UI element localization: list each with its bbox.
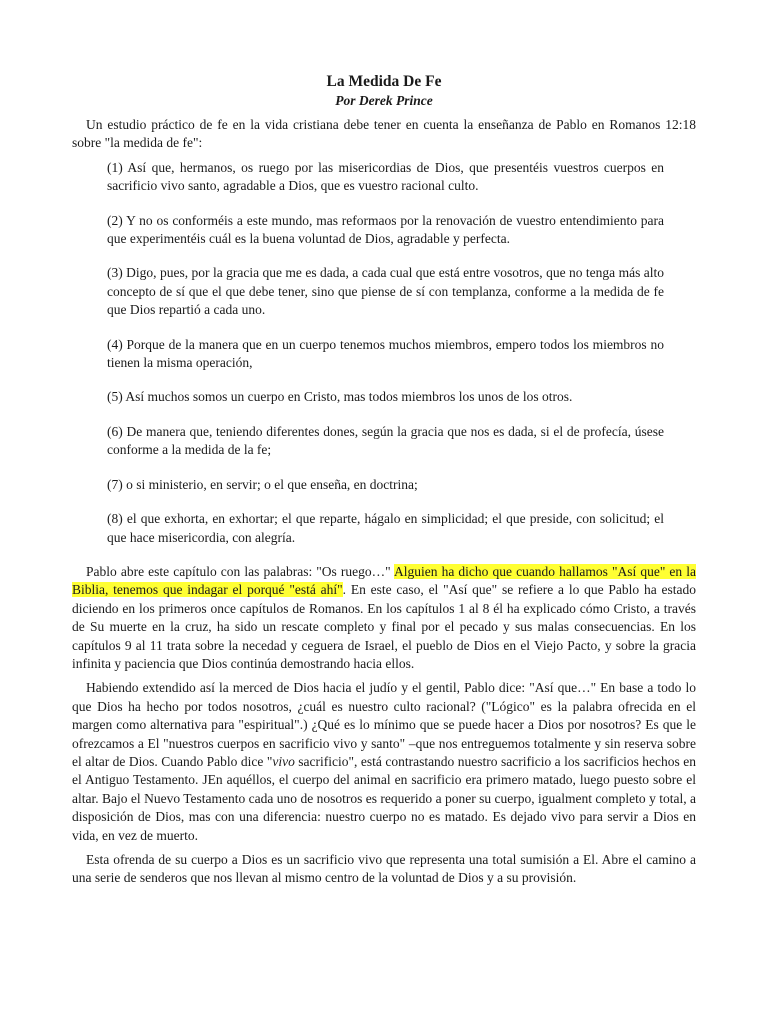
body-paragraph-habiendo-extendido [72, 679, 696, 845]
verse-list [72, 159, 696, 547]
italic-text: vivo [272, 753, 295, 769]
verse-item: (8) el que exhorta, en exhortar; el que reparte, hágalo en simplicidad; el que preside, con solicitud; el que hace misericordia, con alegría. [107, 511, 664, 545]
verse-item: (2) Y no os conforméis a este mundo, mas reformaos por la renovación de vuestro entendimiento para que experimentéis cuál es la buena voluntad de Dios, agradable y perfecta. [107, 212, 664, 247]
body-paragraph-pablo-abre [72, 563, 696, 673]
paragraph-text: Pablo abre este capítulo con las palabras: "Os ruego…" [86, 563, 394, 579]
document-title: La Medida De Fe [326, 73, 442, 90]
highlighted-text: Alguien ha dicho que cuando hallamos "Así que" en la Biblia, tenemos que indagar el porqué "está ahí" [72, 563, 696, 598]
document-author: Por Derek Prince [335, 93, 433, 108]
body-paragraph-esta-ofrenda: Esta ofrenda de su cuerpo a Dios es un sacrificio vivo que representa una total sumisión a El. Abre el camino a una serie de senderos que nos llevan al mismo centro de la voluntad de Dios y a su provisión. [72, 852, 696, 886]
paragraph-text: . En este caso, el "Así que" se refiere a lo que Pablo ha estado diciendo en los primeros once capítulos de Romanos. En los capítulos 1 al 8 él ha explicado cómo Cristo, a través de Su muerte en la cruz, ha sido un rescate completo y final por el pecado y sus malas consecuencias. En los capítulos 9 al 11 trata sobre la necedad y ceguera de Israel, el pueblo de Dios en el Viejo Pacto, y sobre la gracia infinita y paciencia que Dios continúa demostrando hacia ellos. [72, 582, 696, 671]
verse-item: (3) Digo, pues, por la gracia que me es dada, a cada cual que está entre vosotros, que no tenga más alto concepto de sí que el que debe tener, sino que piense de sí con templanza, conforme a la medida de fe que Dios repartió a cada uno. [107, 265, 664, 318]
verse-item: (6) De manera que, teniendo diferentes dones, según la gracia que nos es dada, si el de profecía, úsese conforme a la medida de la fe; [107, 423, 664, 458]
paragraph-text: sacrificio", está contrastando nuestro sacrificio a los sacrificios hechos en el Antiguo Testamento. JEn aquéllos, el cuerpo del animal en sacrificio era primero matado, luego puesto sobre el altar. Bajo el Nuevo Testamento cada uno de nosotros es requerido a poner su cuerpo, igualment completo y total, a disposición de Dios, mas con una diferencia: nuestro cuerpo no es matado. Es dejado vivo para servir a Dios en vida, en vez de muerto. [72, 753, 696, 843]
verse-item: (7) o si ministerio, en servir; o el que enseña, en doctrina; [107, 476, 418, 492]
intro-paragraph: Un estudio práctico de fe en la vida cristiana debe tener en cuenta la enseñanza de Pablo en Romanos 12:18 sobre "la medida de fe": [72, 117, 696, 151]
verse-item: (1) Así que, hermanos, os ruego por las misericordias de Dios, que presentéis vuestros cuerpos en sacrificio vivo santo, agradable a Dios, que es vuestro racional culto. [107, 159, 664, 194]
paragraph-text: Habiendo extendido así la merced de Dios hacia el judío y el gentil, Pablo dice: "Así que…" En base a todo lo que Dios ha hecho por todos nosotros, ¿cuál es nuestro culto racional? ("Lógico" es la palabra ofrecida en el margen como alternativa para "espiritual".) ¿Qué es lo mínimo que se puede hacer a Dios por nosotros? Es que le ofrezcamos a El "nuestros cuerpos en sacrificio vivo y santo" –que nos entreguemos totalmente y sin reserva sobre el altar de Dios. Cuando Pablo dice " [72, 680, 696, 769]
verse-item: (5) Así muchos somos un cuerpo en Cristo, mas todos miembros los unos de los otros. [107, 389, 573, 405]
verse-item: (4) Porque de la manera que en un cuerpo tenemos muchos miembros, empero todos los miembros no tienen la misma operación, [107, 336, 664, 371]
